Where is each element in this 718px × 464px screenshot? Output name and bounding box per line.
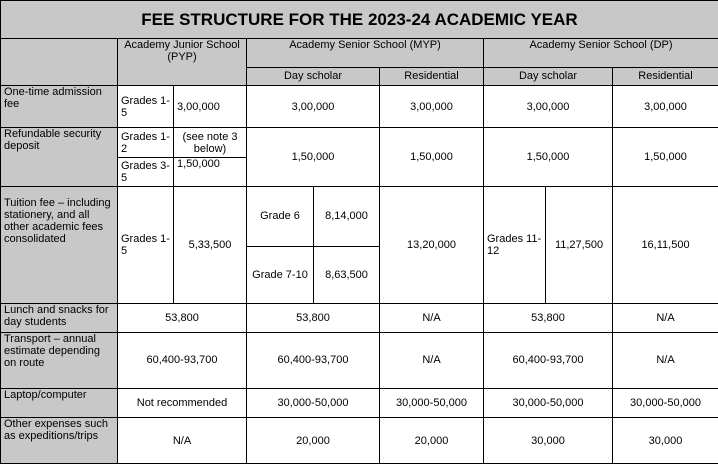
row-label-lunch: Lunch and snacks for day students <box>1 304 118 332</box>
other-myp-res: 20,000 <box>380 418 484 464</box>
admission-dp-day: 3,00,000 <box>484 85 613 127</box>
deposit-pyp-grades-b: Grades 3-5 <box>118 157 174 186</box>
tuition-dp-res: 16,11,500 <box>613 186 718 303</box>
table-row-transport <box>1 332 718 389</box>
tuition-dp-day: 11,27,500 <box>546 186 613 303</box>
header-myp-day-scholar: Day scholar <box>247 67 380 85</box>
row-label-laptop: Laptop/computer <box>1 389 118 418</box>
other-dp-day: 30,000 <box>484 418 613 464</box>
table-row-laptop <box>1 389 718 418</box>
tuition-myp-value-a: 8,14,000 <box>314 186 380 246</box>
row-label-deposit: Refundable security deposit <box>1 128 118 187</box>
other-myp-day: 20,000 <box>247 418 380 464</box>
tuition-myp-grade-a: Grade 6 <box>247 186 314 246</box>
lunch-myp-res: N/A <box>380 304 484 332</box>
table-title: FEE STRUCTURE FOR THE 2023-24 ACADEMIC YEAR <box>1 1 718 39</box>
laptop-myp-res: 30,000-50,000 <box>380 389 484 418</box>
tuition-myp-value-b: 8,63,500 <box>314 246 380 304</box>
deposit-dp-day: 1,50,000 <box>484 128 613 187</box>
deposit-myp-res: 1,50,000 <box>380 128 484 187</box>
deposit-pyp-grades-a: Grades 1-2 <box>118 128 174 157</box>
deposit-pyp-note: (see note 3 below) <box>174 128 247 157</box>
row-label-admission: One-time admission fee <box>1 85 118 127</box>
transport-myp-res: N/A <box>380 332 484 389</box>
laptop-myp-day: 30,000-50,000 <box>247 389 380 418</box>
deposit-pyp-value-b: 1,50,000 <box>174 157 247 186</box>
transport-dp-day: 60,400-93,700 <box>484 332 613 389</box>
other-pyp: N/A <box>118 418 247 464</box>
lunch-pyp: 53,800 <box>118 304 247 332</box>
laptop-pyp: Not recommended <box>118 389 247 418</box>
tuition-dp-grades: Grades 11-12 <box>484 186 546 303</box>
admission-dp-res: 3,00,000 <box>613 85 718 127</box>
tuition-myp-res: 13,20,000 <box>380 186 484 303</box>
table-row-admission <box>1 85 718 127</box>
corner-cell <box>1 39 118 85</box>
header-dp: Academy Senior School (DP) <box>484 39 718 67</box>
other-dp-res: 30,000 <box>613 418 718 464</box>
header-dp-day-scholar: Day scholar <box>484 67 613 85</box>
tuition-pyp-value: 5,33,500 <box>174 186 247 303</box>
row-label-transport: Transport – annual estimate depending on route <box>1 332 118 389</box>
header-myp-residential: Residential <box>380 67 484 85</box>
table-row-other <box>1 418 718 464</box>
tuition-pyp-grades: Grades 1-5 <box>118 186 174 303</box>
laptop-dp-res: 30,000-50,000 <box>613 389 718 418</box>
title-row <box>1 1 718 39</box>
table-row-tuition-a <box>1 186 718 246</box>
table-row-lunch <box>1 304 718 332</box>
header-pyp: Academy Junior School (PYP) <box>118 39 247 85</box>
transport-myp-day: 60,400-93,700 <box>247 332 380 389</box>
laptop-dp-day: 30,000-50,000 <box>484 389 613 418</box>
header-myp: Academy Senior School (MYP) <box>247 39 484 67</box>
row-label-tuition: Tuition fee – including stationery, and all other academic fees consolidated <box>1 186 118 303</box>
admission-myp-day: 3,00,000 <box>247 85 380 127</box>
admission-pyp-grades: Grades 1-5 <box>118 85 174 127</box>
lunch-dp-res: N/A <box>613 304 718 332</box>
header-row-1 <box>1 39 718 67</box>
admission-pyp-value: 3,00,000 <box>174 85 247 127</box>
row-label-other: Other expenses such as expeditions/trips <box>1 418 118 464</box>
lunch-dp-day: 53,800 <box>484 304 613 332</box>
deposit-dp-res: 1,50,000 <box>613 128 718 187</box>
table-row-deposit-a <box>1 128 718 157</box>
transport-pyp: 60,400-93,700 <box>118 332 247 389</box>
admission-myp-res: 3,00,000 <box>380 85 484 127</box>
tuition-myp-grade-b: Grade 7-10 <box>247 246 314 304</box>
header-dp-residential: Residential <box>613 67 718 85</box>
lunch-myp-day: 53,800 <box>247 304 380 332</box>
deposit-myp-day: 1,50,000 <box>247 128 380 187</box>
transport-dp-res: N/A <box>613 332 718 389</box>
